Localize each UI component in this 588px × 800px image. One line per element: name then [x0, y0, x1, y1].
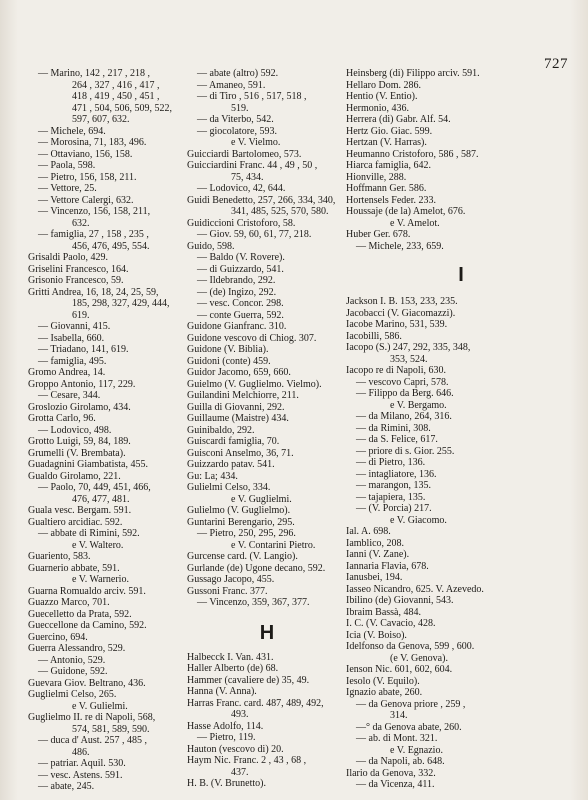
- index-entry: Ial. A. 698.: [346, 526, 391, 537]
- index-entry: Griselini Francesco, 164.: [28, 263, 129, 275]
- index-entry: Idelfonso da Genova, 599 , 600.: [346, 641, 475, 652]
- index-entry: Guecelletto da Prata, 592.: [28, 608, 132, 620]
- index-entry: — Michele, 694.: [38, 125, 106, 137]
- index-entry: Haym Nic. Franc. 2 , 43 , 68 ,: [187, 755, 307, 766]
- index-entry: Guglielmi Celso, 265.: [28, 689, 117, 700]
- index-entry: Gulielmi Celso, 334.: [187, 482, 271, 493]
- index-entry: Gurcense card. (V. Langio).: [187, 551, 298, 562]
- index-entry: Hionville, 288.: [346, 171, 407, 183]
- index-entry: Grisonio Francesco, 59.: [28, 275, 124, 286]
- index-entry: Ibraim Bassà, 484.: [346, 606, 421, 618]
- index-entry: — di Tiro , 516 , 517, 518 ,: [197, 91, 307, 102]
- index-entry: 75, 434.: [231, 171, 264, 183]
- index-entry: Guisconi Anselmo, 36, 71.: [187, 447, 294, 459]
- index-entry: Guevara Giov. Beltrano, 436.: [28, 677, 146, 689]
- index-entry: Hermonio, 436.: [346, 102, 410, 114]
- index-entry: Guinibaldo, 292.: [187, 424, 255, 436]
- index-entry: e V. Warnerio.: [72, 574, 129, 585]
- index-entry: — Giovanni, 415.: [38, 321, 111, 332]
- index-entry: e V. Gulielmi.: [72, 700, 128, 712]
- index-entry: Guicciardini Franc. 44 , 49 , 50 ,: [187, 160, 318, 171]
- index-entry: Guillaume (Maistre) 434.: [187, 413, 289, 424]
- index-entry: — giocolatore, 593.: [197, 125, 277, 137]
- index-entry: — Guidone, 592.: [38, 666, 108, 677]
- index-entry: — priore di s. Gior. 255.: [356, 445, 455, 457]
- index-entry: — Paola, 598.: [38, 160, 96, 171]
- index-entry: — da Rimini, 308.: [356, 422, 431, 434]
- index-entry: — di Guizzardo, 541.: [197, 263, 284, 275]
- index-entry: Hortensels Feder. 233.: [346, 194, 436, 206]
- index-entry: Guidi Benedetto, 257, 266, 334, 340,: [187, 194, 336, 206]
- index-entry: — conte Guerra, 592.: [197, 309, 284, 321]
- index-entry: — Baldo (V. Rovere).: [197, 252, 285, 263]
- index-entry: — Pietro, 156, 158, 211.: [38, 171, 137, 183]
- index-entry: — da Viterbo, 542.: [197, 114, 274, 125]
- index-entry: — Vettore Calergi, 632.: [38, 194, 134, 206]
- index-entry: e V. Guglielmi.: [231, 493, 292, 505]
- index-entry: — Antonio, 529.: [38, 654, 106, 666]
- index-entry: Guidone vescovo di Chiog. 307.: [187, 332, 317, 344]
- index-entry: — da S. Felice, 617.: [356, 434, 438, 445]
- index-entry: Grotta Carlo, 96.: [28, 413, 96, 424]
- index-entry: — Vettore, 25.: [38, 183, 97, 194]
- index-entry: Icia (V. Boiso).: [346, 629, 407, 641]
- index-entry: — vesc. Astens. 591.: [38, 769, 123, 781]
- index-entry: Groslozio Girolamo, 434.: [28, 401, 131, 413]
- index-entry: Grisaldi Paolo, 429.: [28, 252, 108, 263]
- index-entry: Iesolo (V. Equilo).: [346, 675, 420, 687]
- index-column-3: [346, 68, 576, 791]
- index-entry: Gritti Andrea, 16, 18, 24, 25, 59,: [28, 286, 159, 298]
- index-entry: Guilla di Giovanni, 292.: [187, 401, 285, 413]
- index-entry: Gu: La; 434.: [187, 470, 238, 482]
- index-entry: — famiglia, 495.: [38, 355, 107, 367]
- page-number: 727: [544, 56, 568, 72]
- index-entry: — vescovo Capri, 578.: [356, 376, 449, 388]
- index-entry: Houssaje (de la) Amelot, 676.: [346, 206, 466, 217]
- index-entry: Harras Franc. card. 487, 489, 492,: [187, 697, 324, 709]
- index-entry: — Isabella, 660.: [38, 332, 105, 344]
- index-entry: Guizzardo patav. 541.: [187, 459, 275, 470]
- index-entry: Halbecck I. Van. 431.: [187, 651, 274, 663]
- index-entry: Iasseo Nicandro, 625. V. Azevedo.: [346, 583, 484, 595]
- index-entry: Groppo Antonio, 117, 229.: [28, 378, 136, 390]
- index-entry: Jackson I. B. 153, 233, 235.: [346, 296, 458, 307]
- index-entry: Iacopo (S.) 247, 292, 335, 348,: [346, 342, 471, 353]
- index-entry: — da Vicenza, 411.: [356, 779, 435, 790]
- index-entry: 341, 485, 525, 570, 580.: [231, 206, 329, 217]
- index-entry: — Paolo, 70, 449, 451, 466,: [38, 482, 151, 493]
- index-entry: — (V. Porcia) 217.: [356, 503, 432, 514]
- index-entry: Hoffmann Ger. 586.: [346, 183, 427, 194]
- index-entry: Guarna Romualdo arciv. 591.: [28, 585, 146, 597]
- index-entry: Herrera (di) Gabr. Alf. 54.: [346, 114, 451, 125]
- index-entry: 519.: [231, 102, 249, 114]
- index-entry: — Marino, 142 , 217 , 218 ,: [38, 68, 150, 79]
- index-entry: — da Genova priore , 259 ,: [356, 698, 466, 710]
- index-entry: — Pietro, 119.: [197, 732, 256, 743]
- index-entry: 264 , 327 , 416 , 417 ,: [72, 79, 160, 91]
- index-column-1: [28, 68, 186, 793]
- index-entry: e V. Egnazio.: [390, 744, 443, 756]
- index-entry: Gueccellone da Camino, 592.: [28, 620, 147, 631]
- index-entry: Guala vesc. Bergam. 591.: [28, 505, 132, 516]
- index-entry: Gromo Andrea, 14.: [28, 367, 106, 378]
- section-letter: I: [458, 264, 464, 286]
- index-entry: Iacobe Marino, 531, 539.: [346, 319, 448, 330]
- index-entry: Guglielmo II. re di Napoli, 568,: [28, 712, 156, 723]
- index-entry: — abate, 245.: [38, 781, 95, 792]
- index-entry: e V. Waltero.: [72, 539, 124, 551]
- index-entry: — Triadano, 141, 619.: [38, 344, 129, 355]
- index-entry: Hanna (V. Anna).: [187, 686, 257, 697]
- index-entry: Huber Ger. 678.: [346, 229, 411, 240]
- index-entry: Ignazio abate, 260.: [346, 687, 423, 698]
- index-entry: — (de) Ingizo, 292.: [197, 286, 277, 298]
- index-entry: Guarnerio abbate, 591.: [28, 562, 120, 574]
- index-entry: Iamblico, 208.: [346, 537, 405, 549]
- index-entry: 476, 477, 481.: [72, 493, 130, 505]
- index-entry: —° da Genova abate, 260.: [356, 721, 462, 733]
- index-entry: Guilandini Melchiorre, 211.: [187, 390, 299, 401]
- index-entry: — Lodovico, 498.: [38, 424, 112, 436]
- index-column-2: [187, 68, 347, 790]
- index-entry: Gussago Jacopo, 455.: [187, 574, 275, 585]
- index-entry: — abate (altro) 592.: [197, 68, 279, 79]
- index-entry: — Morosina, 71, 183, 496.: [38, 137, 147, 148]
- index-entry: Hammer (cavaliere de) 35, 49.: [187, 674, 310, 686]
- index-entry: Hauton (vescovo di) 20.: [187, 743, 284, 755]
- index-entry: e V. Giacomo.: [390, 514, 447, 526]
- index-entry: Hiarca famiglia, 642.: [346, 160, 431, 171]
- index-entry: (e V. Genova).: [390, 652, 448, 664]
- index-entry: Iacopo re di Napoli, 630.: [346, 365, 446, 376]
- index-entry: 493.: [231, 709, 249, 720]
- index-entry: Ienson Nic. 601, 602, 604.: [346, 664, 453, 675]
- index-entry: Iannaria Flavia, 678.: [346, 560, 429, 572]
- index-entry: Guariento, 583.: [28, 551, 91, 562]
- index-entry: Guiscardi famiglia, 70.: [187, 436, 280, 447]
- index-entry: — patriar. Aquil. 530.: [38, 758, 126, 769]
- index-entry: Ianni (V. Zane).: [346, 549, 410, 560]
- index-entry: — da Milano, 264, 316.: [356, 411, 452, 422]
- index-entry: — tajapiera, 135.: [356, 491, 426, 503]
- index-entry: — Filippo da Berg. 646.: [356, 388, 454, 399]
- index-entry: — Ildebrando, 292.: [197, 275, 276, 286]
- index-entry: 597, 607, 632.: [72, 114, 130, 125]
- index-entry: Guielmo (V. Guglielmo. Vielmo).: [187, 378, 322, 390]
- index-entry: Guido, 598.: [187, 240, 235, 252]
- index-entry: Grumelli (V. Brembata).: [28, 447, 126, 459]
- index-entry: e V. Vielmo.: [231, 137, 281, 148]
- index-entry: Hellaro Dom. 286.: [346, 79, 421, 91]
- index-entry: Grotto Luigi, 59, 84, 189.: [28, 436, 131, 447]
- index-entry: Hentio (V. Entio).: [346, 91, 418, 102]
- index-entry: — famiglia, 27 , 158 , 235 ,: [38, 229, 149, 240]
- index-entry: — marangon, 135.: [356, 480, 431, 491]
- index-entry: 437.: [231, 766, 249, 778]
- index-entry: — da Napoli, ab. 648.: [356, 756, 445, 767]
- section-letter: H: [259, 621, 275, 644]
- index-entry: 486.: [72, 746, 90, 758]
- index-entry: Iacobilli, 586.: [346, 330, 402, 342]
- index-entry: Gussoni Franc. 377.: [187, 585, 268, 597]
- index-entry: 619.: [72, 309, 90, 321]
- index-entry: e V. Amelot.: [390, 217, 440, 229]
- index-entry: — di Pietro, 136.: [356, 457, 426, 468]
- index-entry: Haller Alberto (de) 68.: [187, 663, 279, 674]
- index-entry: — Cesare, 344.: [38, 390, 101, 401]
- index-entry: 574, 581, 589, 590.: [72, 723, 150, 735]
- index-entry: e V. Bergamo.: [390, 399, 447, 411]
- index-entry: Guidone Gianfranc. 310.: [187, 321, 287, 332]
- index-entry: Guicciardi Bartolomeo, 573.: [187, 148, 302, 160]
- index-entry: Gualtiero arcidiac. 592.: [28, 516, 123, 528]
- index-entry: — duca d' Aust. 257 , 485 ,: [38, 735, 148, 746]
- index-entry: Ibilino (de) Giovanni, 543.: [346, 595, 454, 606]
- index-entry: Hertzan (V. Harras).: [346, 137, 427, 148]
- index-entry: Guercino, 694.: [28, 631, 88, 643]
- index-entry: Gualdo Girolamo, 221.: [28, 470, 121, 482]
- index-entry: — Giov. 59, 60, 61, 77, 218.: [197, 229, 312, 240]
- index-entry: Gulielmo (V. Guglielmo).: [187, 505, 291, 516]
- index-entry: Guadagnini Giambatista, 455.: [28, 459, 148, 470]
- index-entry: — Pietro, 250, 295, 296.: [197, 528, 296, 539]
- index-entry: 471 , 504, 506, 509, 522,: [72, 102, 172, 114]
- index-entry: e V. Contarini Pietro.: [231, 539, 316, 551]
- index-entry: — Amaneo, 591.: [197, 79, 266, 91]
- index-entry: Guidiccioni Cristoforo, 58.: [187, 217, 296, 229]
- index-entry: — Vincenzo, 359, 367, 377.: [197, 597, 310, 608]
- index-entry: 314.: [390, 710, 408, 721]
- index-entry: — intagliatore, 136.: [356, 468, 437, 480]
- index-entry: Guidor Jacomo, 659, 660.: [187, 367, 291, 378]
- index-entry: H. B. (V. Brunetto).: [187, 778, 266, 789]
- index-entry: Ianusbei, 194.: [346, 572, 403, 583]
- index-entry: Jacobacci (V. Giacomazzi).: [346, 307, 456, 319]
- index-entry: Guazzo Marco, 701.: [28, 597, 110, 608]
- index-entry: Gurlande (de) Ugone decano, 592.: [187, 562, 326, 574]
- index-entry: — abbate di Rimini, 592.: [38, 528, 140, 539]
- index-entry: — vesc. Concor. 298.: [197, 298, 284, 309]
- index-entry: Hasse Adolfo, 114.: [187, 720, 264, 732]
- index-entry: Guerra Alessandro, 529.: [28, 643, 126, 654]
- index-entry: — Lodovico, 42, 644.: [197, 183, 286, 194]
- index-entry: Guidoni (conte) 459.: [187, 355, 271, 367]
- index-entry: Guntarini Berengario, 295.: [187, 516, 295, 528]
- index-entry: — Vincenzo, 156, 158, 211,: [38, 206, 151, 217]
- index-entry: Heinsberg (di) Filippo arciv. 591.: [346, 68, 480, 79]
- index-entry: — Ottaviano, 156, 158.: [38, 148, 133, 160]
- index-entry: Heumanno Cristoforo, 586 , 587.: [346, 148, 479, 160]
- index-entry: — ab. di Mont. 321.: [356, 733, 438, 744]
- index-entry: 185, 298, 327, 429, 444,: [72, 298, 170, 309]
- index-entry: — Michele, 233, 659.: [356, 240, 444, 252]
- index-entry: 632.: [72, 217, 90, 229]
- index-entry: 456, 476, 495, 554.: [72, 240, 150, 252]
- index-entry: Ilario da Genova, 332.: [346, 767, 436, 779]
- index-entry: 418 , 419 , 450 , 451 ,: [72, 91, 160, 102]
- index-entry: Guidone (V. Biblia).: [187, 344, 269, 355]
- index-entry: 353, 524.: [390, 353, 428, 365]
- index-entry: Hertz Gio. Giac. 599.: [346, 125, 433, 137]
- index-entry: I. C. (V. Cavacio, 428.: [346, 618, 436, 629]
